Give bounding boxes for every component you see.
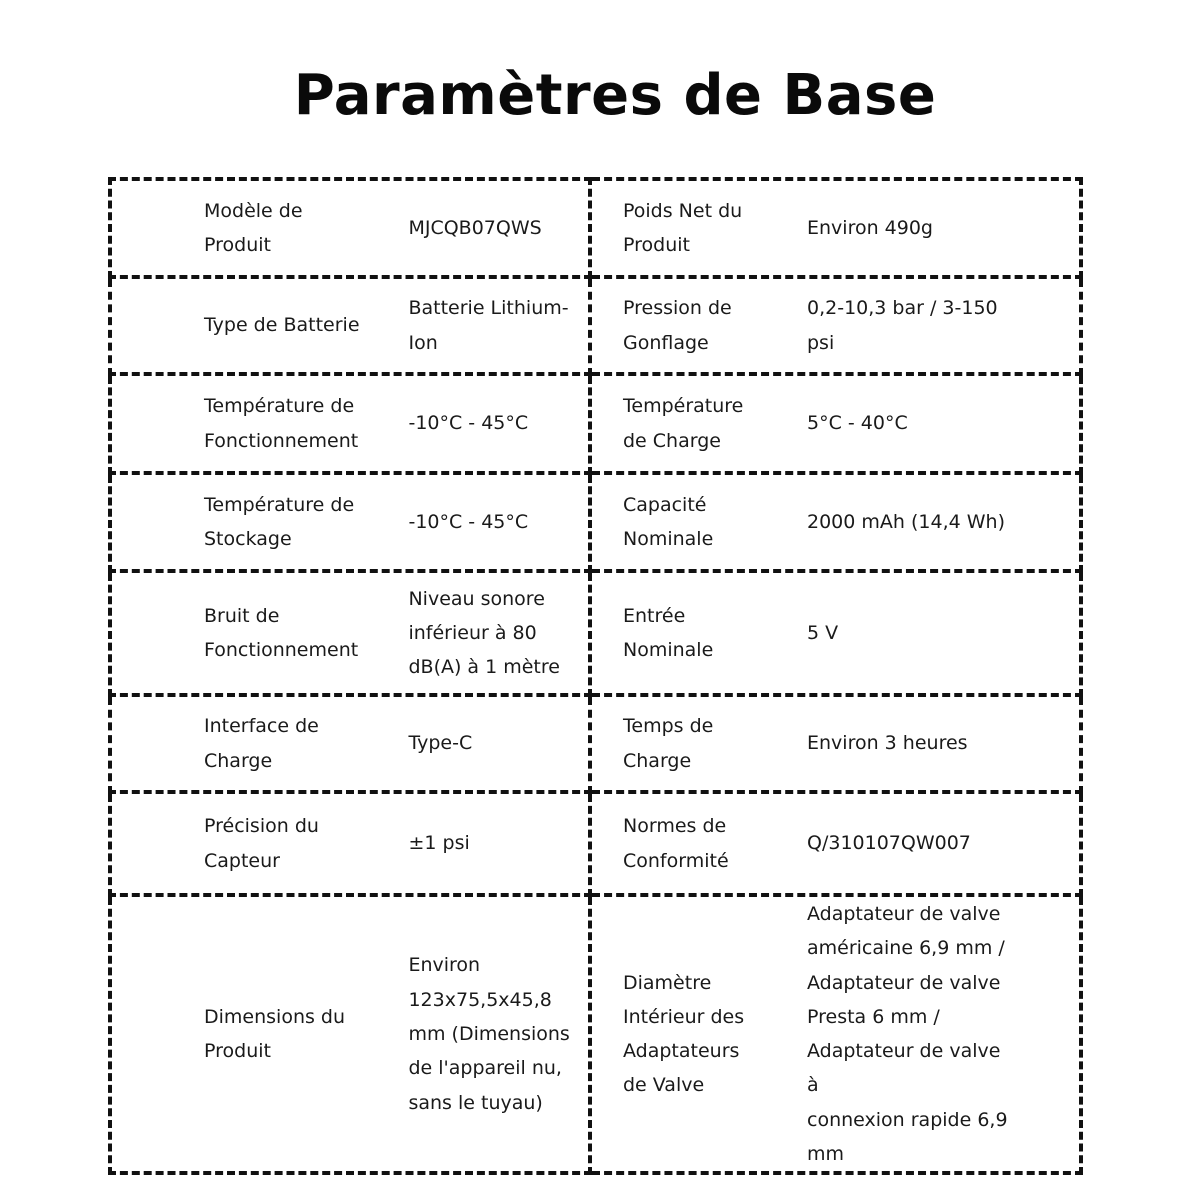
spec-label: Pression de Gonflage	[623, 297, 732, 354]
spec-label: Entrée Nominale	[623, 604, 714, 661]
spec-value: Type-C	[408, 732, 473, 755]
spec-value: Niveau sonore inférieur à 80 dB(A) à 1 mètre	[408, 587, 560, 679]
page-title: Paramètres de Base	[293, 63, 937, 128]
spec-value: 5°C - 40°C	[807, 412, 908, 435]
spec-cell	[110, 179, 590, 277]
table-row	[110, 792, 1081, 895]
spec-cell	[110, 792, 590, 895]
spec-cell	[590, 695, 1081, 792]
spec-label: Modèle de Produit	[204, 199, 303, 256]
spec-cell	[590, 374, 1081, 473]
spec-value: ±1 psi	[408, 832, 470, 855]
spec-cell	[110, 895, 590, 1173]
spec-label: Précision du Capteur	[204, 815, 319, 872]
spec-cell	[110, 374, 590, 473]
spec-label: Température de Charge	[623, 395, 744, 452]
table-row	[110, 571, 1081, 695]
spec-cell	[590, 277, 1081, 374]
table-row	[110, 179, 1081, 277]
spec-value: -10°C - 45°C	[408, 412, 529, 435]
spec-value: Environ 123x75,5x45,8 mm (Dimensions de l'appareil nu, sans le tuyau)	[408, 954, 570, 1114]
spec-label: Température de Fonctionnement	[204, 395, 359, 452]
spec-cell	[590, 792, 1081, 895]
spec-label: Interface de Charge	[204, 715, 319, 772]
spec-table	[108, 177, 1083, 1175]
spec-label: Température de Stockage	[204, 493, 355, 550]
spec-label: Type de Batterie	[204, 314, 360, 337]
spec-label: Capacité Nominale	[623, 493, 714, 550]
spec-cell	[110, 571, 590, 695]
table-row	[110, 277, 1081, 374]
spec-value: Q/310107QW007	[807, 832, 971, 855]
spec-value: 2000 mAh (14,4 Wh)	[807, 510, 1005, 533]
spec-label: Diamètre Intérieur des Adaptateurs de Valve	[623, 971, 745, 1097]
spec-cell	[110, 473, 590, 571]
spec-value: 0,2-10,3 bar / 3-150 psi	[807, 297, 998, 354]
spec-cell	[110, 277, 590, 374]
spec-cell	[590, 571, 1081, 695]
spec-value: Batterie Lithium- Ion	[408, 297, 569, 354]
spec-cell	[110, 695, 590, 792]
spec-value: Adaptateur de valve américaine 6,9 mm / Adaptateur de valve Presta 6 mm / Adaptateur de valve à connexion rapide 6,9 mm	[807, 903, 1008, 1166]
spec-value: MJCQB07QWS	[408, 216, 542, 239]
spec-cell	[590, 895, 1081, 1173]
spec-value: Environ 3 heures	[807, 732, 968, 755]
table-row	[110, 374, 1081, 473]
spec-label: Normes de Conformité	[623, 815, 729, 872]
spec-value: 5 V	[807, 621, 839, 644]
spec-value: -10°C - 45°C	[408, 510, 529, 533]
spec-cell	[590, 473, 1081, 571]
spec-value: Environ 490g	[807, 216, 933, 239]
table-row	[110, 473, 1081, 571]
spec-label: Bruit de Fonctionnement	[204, 604, 359, 661]
spec-label: Poids Net du Produit	[623, 199, 743, 256]
spec-cell	[590, 179, 1081, 277]
spec-label: Dimensions du Produit	[204, 1005, 346, 1063]
table-row	[110, 695, 1081, 792]
spec-label: Temps de Charge	[623, 715, 714, 772]
table-row	[110, 895, 1081, 1173]
